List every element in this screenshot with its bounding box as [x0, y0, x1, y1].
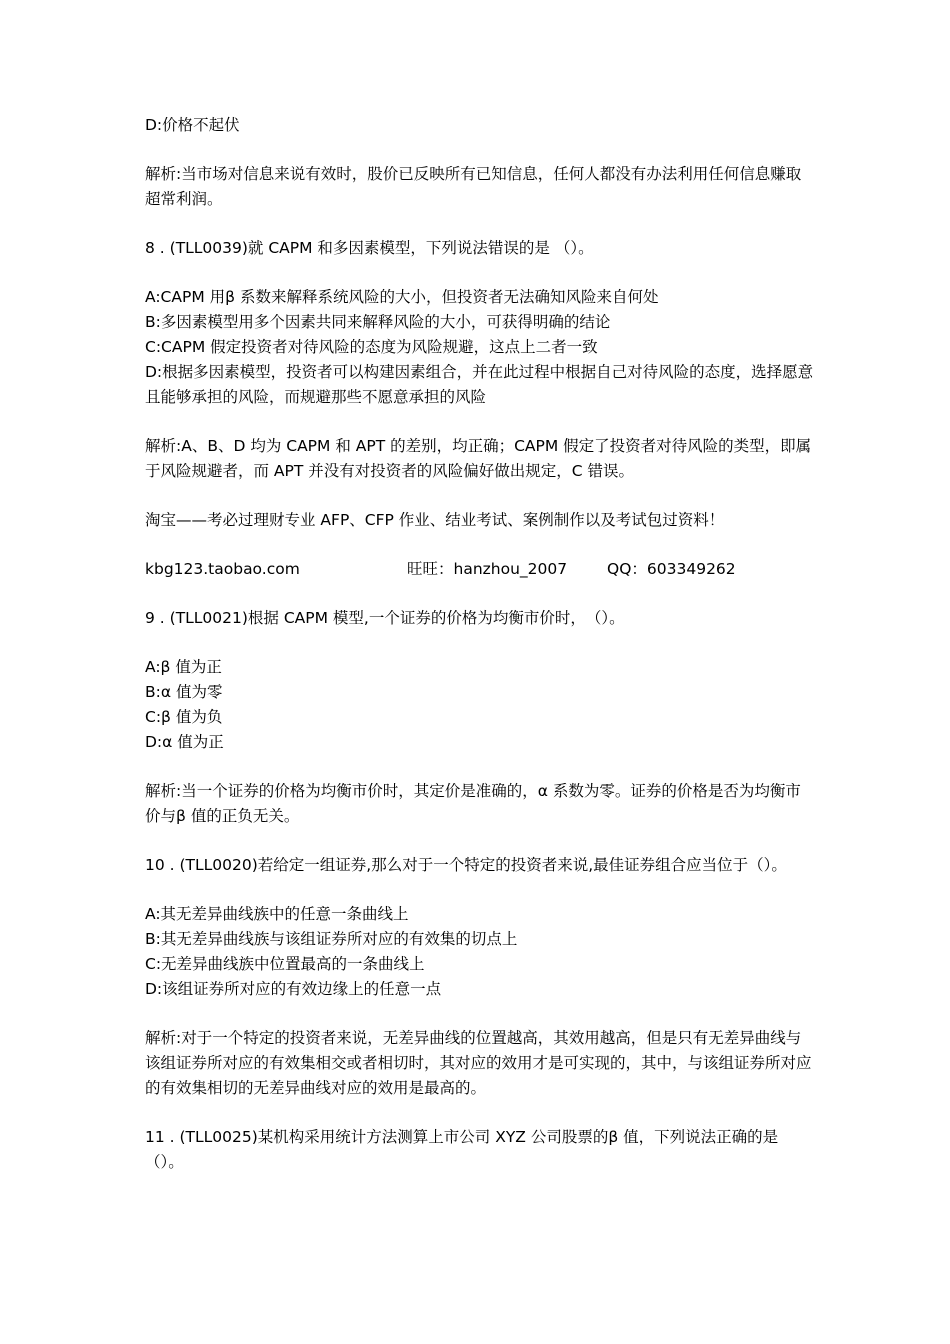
paragraph-gap [145, 261, 815, 285]
explanation-q10: 解析:对于一个特定的投资者来说，无差异曲线的位置越高，其效用越高，但是只有无差异曲线与该组证券所对应的有效集相交或者相切时，其对应的效用才是可实现的，其中，与该组证券所对应的有效集相切的无差异曲线对应的效用是最高的。 [145, 1029, 812, 1097]
option-a-q10: A:其无差异曲线族中的任意一条曲线上 [145, 905, 409, 923]
paragraph-gap [145, 212, 815, 236]
document-page [145, 113, 815, 1175]
question-10: 10 . (TLL0020)若给定一组证券,那么对于一个特定的投资者来说,最佳证券组合应当位于（）。 [145, 856, 787, 874]
paragraph-gap [145, 484, 815, 508]
option-d-q8: D:根据多因素模型，投资者可以构建因素组合，并在此过程中根据自己对待风险的态度，选择愿意且能够承担的风险，而规避那些不愿意承担的风险 [145, 363, 814, 406]
option-b-q10: B:其无差异曲线族与该组证券所对应的有效集的切点上 [145, 930, 518, 948]
option-d-q7: D:价格不起伏 [145, 116, 240, 134]
contact-line [145, 557, 815, 582]
paragraph-gap [145, 533, 815, 557]
paragraph-gap [145, 1002, 815, 1026]
option-d-q9: D:α 值为正 [145, 733, 224, 751]
paragraph-gap [145, 410, 815, 434]
explanation-q7: 解析:当市场对信息来说有效时，股价已反映所有已知信息，任何人都没有办法利用任何信息赚取超常利润。 [145, 165, 802, 208]
paragraph-gap [145, 582, 815, 606]
paragraph-gap [145, 1101, 815, 1125]
option-a-q8: A:CAPM 用β 系数来解释系统风险的大小，但投资者无法确知风险来自何处 [145, 288, 659, 306]
question-9: 9 . (TLL0021)根据 CAPM 模型,一个证券的价格为均衡市价时， （）。 [145, 609, 625, 627]
explanation-q8: 解析:A、B、D 均为 CAPM 和 APT 的差别，均正确；CAPM 假定了投资者对待风险的类型，即属于风险规避者，而 APT 并没有对投资者的风险偏好做出规定，C 错误。 [145, 437, 812, 480]
option-b-q8: B:多因素模型用多个因素共同来解释风险的大小，可获得明确的结论 [145, 313, 611, 331]
option-d-q10: D:该组证券所对应的有效边缘上的任意一点 [145, 980, 442, 998]
shop-url: kbg123.taobao.com [145, 560, 300, 578]
option-c-q9: C:β 值为负 [145, 708, 223, 726]
question-8: 8 . (TLL0039)就 CAPM 和多因素模型，下列说法错误的是 （）。 [145, 239, 594, 257]
qq-number: QQ：603349262 [607, 560, 736, 578]
option-a-q9: A:β 值为正 [145, 658, 222, 676]
paragraph-gap [145, 829, 815, 853]
paragraph-gap [145, 138, 815, 162]
taobao-ad: 淘宝——考必过理财专业 AFP、CFP 作业、结业考试、案例制作以及考试包过资料！ [145, 511, 725, 529]
paragraph-gap [145, 755, 815, 779]
explanation-q9: 解析:当一个证券的价格为均衡市价时，其定价是准确的，α 系数为零。证券的价格是否为均衡市价与β 值的正负无关。 [145, 782, 801, 825]
question-11: 11 . (TLL0025)某机构采用统计方法测算上市公司 XYZ 公司股票的β 值，下列说法正确的是（）。 [145, 1128, 779, 1171]
option-b-q9: B:α 值为零 [145, 683, 223, 701]
option-c-q8: C:CAPM 假定投资者对待风险的态度为风险规避，这点上二者一致 [145, 338, 598, 356]
wangwang-id: 旺旺：hanzhou_2007 [407, 560, 568, 578]
option-c-q10: C:无差异曲线族中位置最高的一条曲线上 [145, 955, 425, 973]
paragraph-gap [145, 878, 815, 902]
paragraph-gap [145, 631, 815, 655]
